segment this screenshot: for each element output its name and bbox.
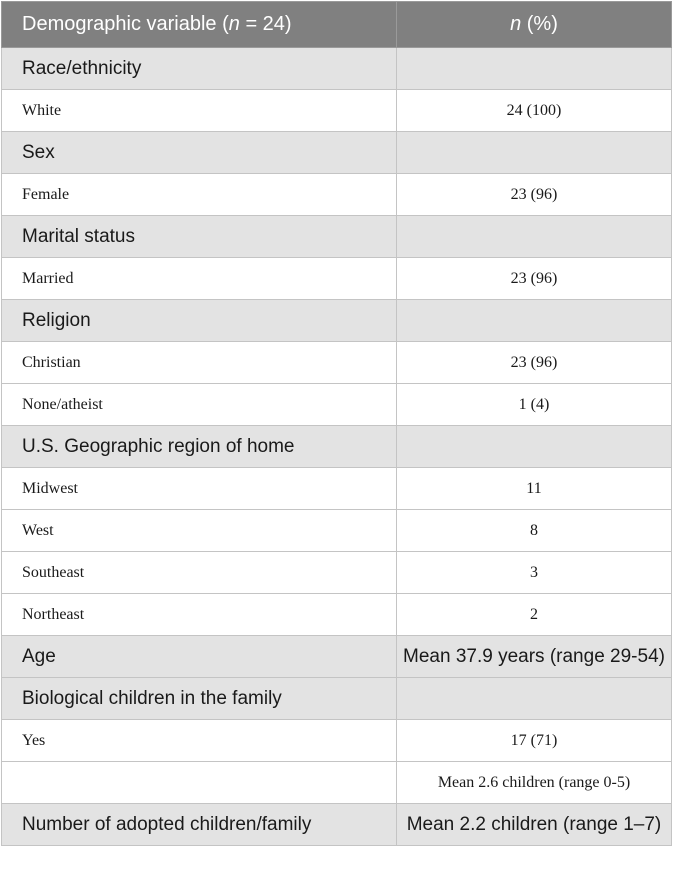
row-label: White	[2, 90, 397, 132]
row-label: Northeast	[2, 594, 397, 636]
header-col1-suffix: = 24)	[239, 13, 292, 35]
header-n-percent	[397, 2, 672, 48]
section-row	[2, 216, 672, 258]
row-value: 23 (96)	[397, 174, 672, 216]
row-value: 3	[397, 552, 672, 594]
section-row	[2, 636, 672, 678]
section-row	[2, 48, 672, 90]
header-col2-suffix: (%)	[521, 13, 558, 35]
table-row	[2, 384, 672, 426]
row-value: 24 (100)	[397, 90, 672, 132]
table-row	[2, 762, 672, 804]
header-col1-prefix: Demographic variable (	[22, 13, 229, 35]
table-row	[2, 552, 672, 594]
row-value: 17 (71)	[397, 720, 672, 762]
header-demographic-variable	[2, 2, 397, 48]
section-value	[397, 48, 672, 90]
table-row	[2, 720, 672, 762]
table-row	[2, 258, 672, 300]
section-label: Sex	[2, 132, 397, 174]
section-value	[397, 426, 672, 468]
section-label: Number of adopted children/family	[2, 804, 397, 846]
section-row	[2, 132, 672, 174]
header-col2-n: n	[510, 13, 522, 35]
table-row	[2, 510, 672, 552]
row-label: Married	[2, 258, 397, 300]
table-row	[2, 342, 672, 384]
section-row	[2, 678, 672, 720]
row-label: None/atheist	[2, 384, 397, 426]
table-header-row	[2, 2, 672, 48]
section-label: Marital status	[2, 216, 397, 258]
section-value	[397, 216, 672, 258]
section-value: Mean 2.2 children (range 1–7)	[397, 804, 672, 846]
row-value: 1 (4)	[397, 384, 672, 426]
row-label: Yes	[2, 720, 397, 762]
row-label: Midwest	[2, 468, 397, 510]
row-value: 23 (96)	[397, 342, 672, 384]
table-row	[2, 90, 672, 132]
section-row	[2, 426, 672, 468]
row-label	[2, 762, 397, 804]
section-label: Religion	[2, 300, 397, 342]
row-value: 23 (96)	[397, 258, 672, 300]
section-value: Mean 37.9 years (range 29-54)	[397, 636, 672, 678]
table-row	[2, 468, 672, 510]
section-label: Age	[2, 636, 397, 678]
row-value: 11	[397, 468, 672, 510]
section-value	[397, 678, 672, 720]
section-value	[397, 132, 672, 174]
demographics-table	[1, 1, 672, 846]
row-value: 8	[397, 510, 672, 552]
row-label: Christian	[2, 342, 397, 384]
table-row	[2, 594, 672, 636]
section-row	[2, 300, 672, 342]
table-row	[2, 174, 672, 216]
row-label: West	[2, 510, 397, 552]
row-label: Female	[2, 174, 397, 216]
header-col1-n: n	[228, 13, 240, 35]
row-label: Southeast	[2, 552, 397, 594]
section-label: Race/ethnicity	[2, 48, 397, 90]
section-row	[2, 804, 672, 846]
section-label: Biological children in the family	[2, 678, 397, 720]
section-label: U.S. Geographic region of home	[2, 426, 397, 468]
section-value	[397, 300, 672, 342]
row-value: 2	[397, 594, 672, 636]
row-value: Mean 2.6 children (range 0-5)	[397, 762, 672, 804]
